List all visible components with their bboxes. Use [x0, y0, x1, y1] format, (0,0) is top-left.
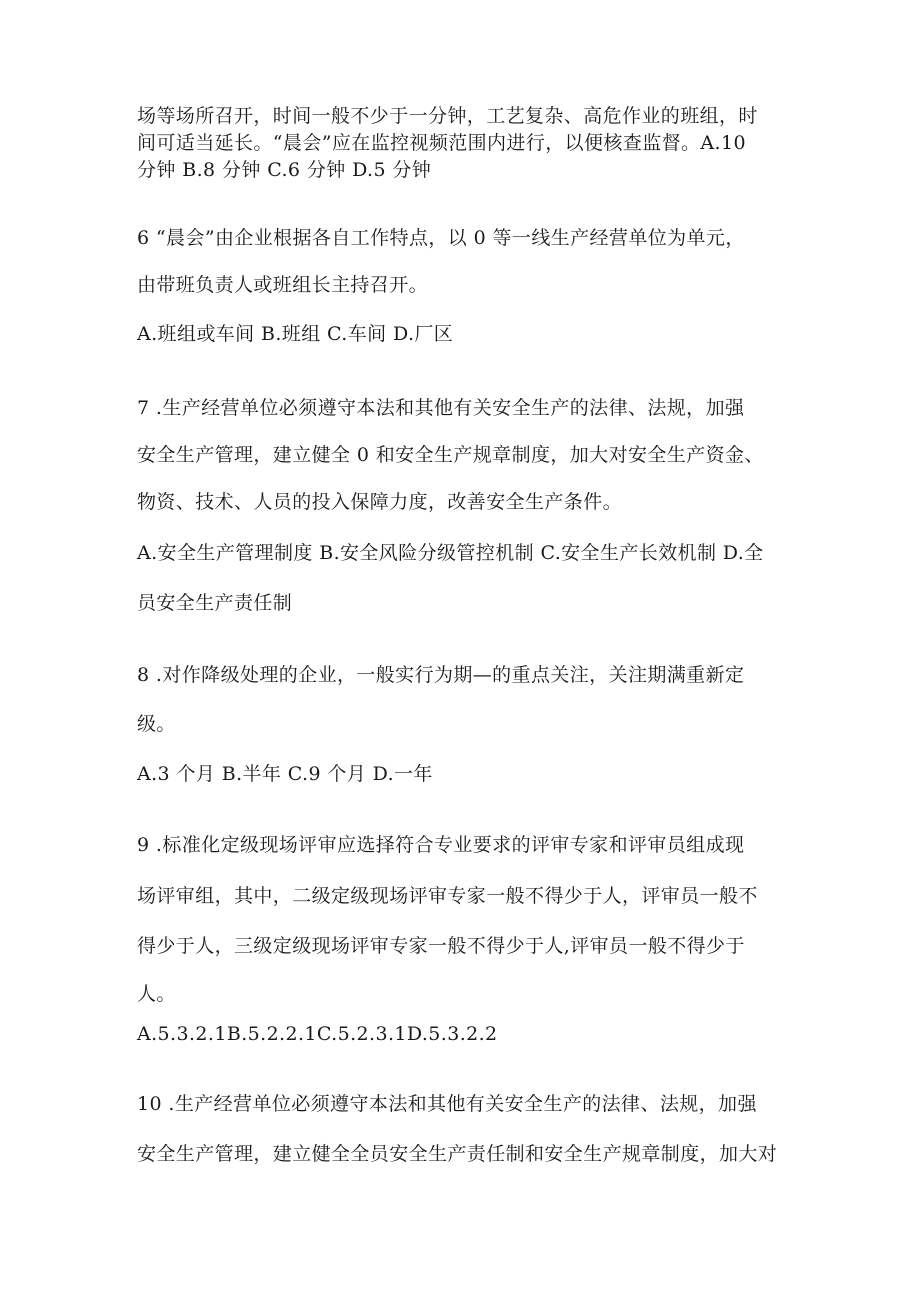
q5-line-2: 间可适当延长。“晨会”应在监控视频范围内进行，以便核查监督。A.10 [137, 132, 746, 154]
q8-line-2: 级。 [137, 713, 176, 735]
q8-line-1: 8 .对作降级处理的企业，一般实行为期—的重点关注，关注期满重新定 [137, 664, 745, 686]
q7-options-1: A.安全生产管理制度 B.安全风险分级管控机制 C.安全生产长效机制 D.全 [137, 542, 764, 564]
q6-line-2: 由带班负责人或班组长主持召开。 [137, 274, 429, 296]
q5-line-3: 分钟 B.8 分钟 C.6 分钟 D.5 分钟 [137, 159, 432, 181]
q7-line-3: 物资、技术、人员的投入保障力度，改善安全生产条件。 [137, 491, 623, 513]
q10-line-2: 安全生产管理，建立健全全员安全生产责任制和安全生产规章制度，加大对 [137, 1143, 778, 1165]
q5-line-1: 场等场所召开，时间一般不少于一分钟，工艺复杂、高危作业的班组，时 [137, 105, 758, 127]
q6-options: A.班组或车间 B.班组 C.车间 D.厂区 [137, 323, 454, 345]
q9-line-4: 人。 [137, 983, 176, 1005]
q6-line-1: 6 “晨会”由企业根据各自工作特点，以 0 等一线生产经营单位为单元， [137, 227, 745, 249]
q9-line-2: 场评审组，其中，二级定级现场评审专家一般不得少于人，评审员一般不 [137, 885, 758, 907]
q7-line-2: 安全生产管理，建立健全 0 和安全生产规章制度，加大对安全生产资金、 [137, 444, 764, 466]
q10-line-1: 10 .生产经营单位必须遵守本法和其他有关安全生产的法律、法规，加强 [137, 1093, 757, 1115]
q7-line-1: 7 .生产经营单位必须遵守本法和其他有关安全生产的法律、法规，加强 [137, 397, 745, 419]
q7-options-2: 员安全生产责任制 [137, 592, 293, 614]
q9-line-3: 得少于人，三级定级现场评审专家一般不得少于人,评审员一般不得少于 [137, 935, 745, 957]
q9-line-1: 9 .标准化定级现场评审应选择符合专业要求的评审专家和评审员组成现 [137, 834, 745, 856]
q9-options: A.5.3.2.1B.5.2.2.1C.5.2.3.1D.5.3.2.2 [137, 1023, 498, 1045]
q8-options: A.3 个月 B.半年 C.9 个月 D.一年 [137, 763, 433, 785]
